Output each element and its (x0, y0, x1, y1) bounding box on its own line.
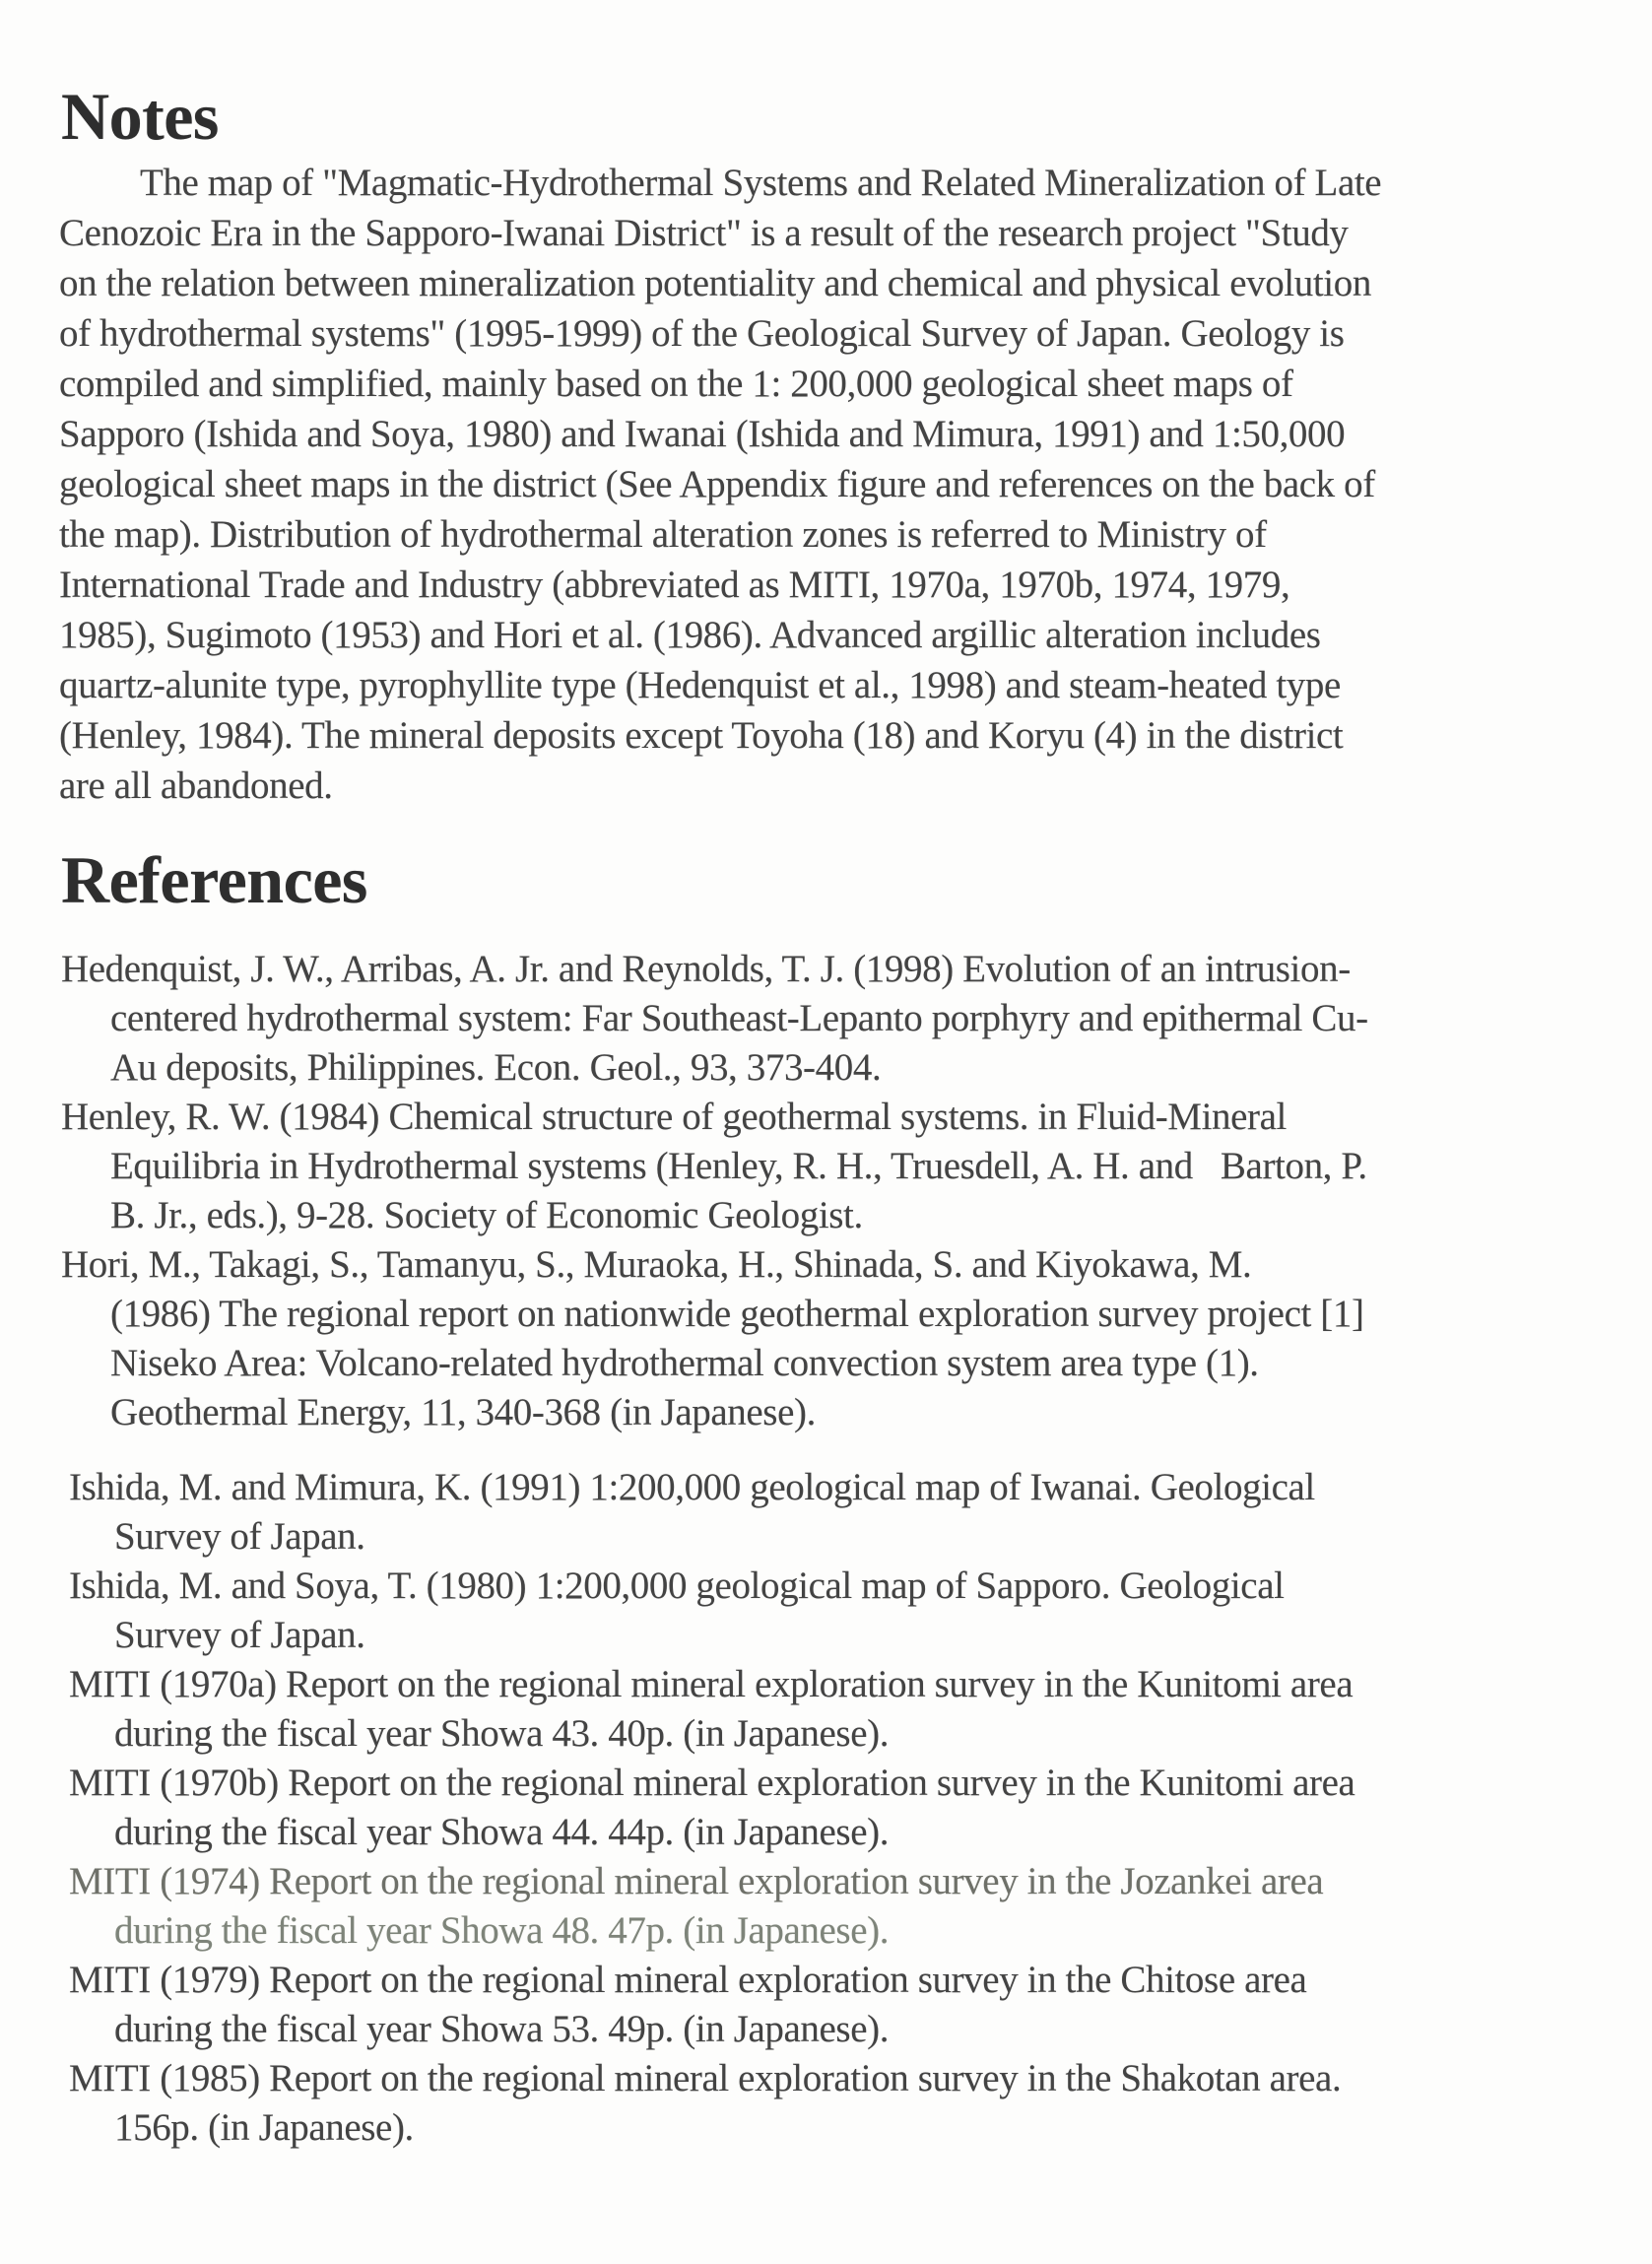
notes-paragraph-line: on the relation between mineralization potentiality and chemical and physical evolution (59, 262, 1371, 304)
reference-entry (61, 945, 1652, 1093)
reference-line: B. Jr., eds.), 9-28. Society of Economic Geologist. (110, 1194, 863, 1236)
references-heading: References (61, 842, 367, 917)
reference-entry (61, 2054, 1652, 2153)
notes-paragraph-line: geological sheet maps in the district (See Appendix figure and references on the back of (59, 463, 1375, 505)
notes-paragraph (59, 158, 1652, 811)
reference-line: Au deposits, Philippines. Econ. Geol., 93, 373-404. (110, 1046, 882, 1089)
reference-entry (61, 1240, 1652, 1437)
notes-heading: Notes (61, 79, 219, 154)
reference-entry (61, 1857, 1652, 1956)
notes-paragraph-line: International Trade and Industry (abbreviated as MITI, 1970a, 1970b, 1974, 1979, (59, 564, 1290, 606)
reference-entry (61, 1463, 1652, 1562)
reference-line: during the fiscal year Showa 53. 49p. (in Japanese). (114, 2008, 890, 2050)
reference-line: MITI (1985) Report on the regional mineral exploration survey in the Shakotan area. (69, 2057, 1342, 2099)
notes-paragraph-line: Sapporo (Ishida and Soya, 1980) and Iwanai (Ishida and Mimura, 1991) and 1:50,000 (59, 413, 1346, 455)
reference-line: Geothermal Energy, 11, 340-368 (in Japanese). (110, 1391, 816, 1433)
reference-entry (61, 1660, 1652, 1759)
reference-line: 156p. (in Japanese). (114, 2106, 414, 2149)
reference-line: during the fiscal year Showa 43. 40p. (in Japanese). (114, 1712, 890, 1755)
reference-line: Ishida, M. and Soya, T. (1980) 1:200,000 geological map of Sapporo. Geological (69, 1565, 1285, 1607)
notes-paragraph-line: of hydrothermal systems" (1995-1999) of the Geological Survey of Japan. Geology is (59, 312, 1345, 355)
reference-entry (61, 1759, 1652, 1857)
reference-entry (61, 1562, 1652, 1660)
reference-line: MITI (1970b) Report on the regional mineral exploration survey in the Kunitomi area (69, 1762, 1355, 1804)
reference-line: Ishida, M. and Mimura, K. (1991) 1:200,000 geological map of Iwanai. Geological (69, 1466, 1315, 1508)
reference-entry (61, 1093, 1652, 1240)
reference-line: Survey of Japan. (114, 1515, 365, 1558)
reference-line: (1986) The regional report on nationwide geothermal exploration survey project [1] (110, 1293, 1364, 1335)
reference-line: MITI (1970a) Report on the regional mineral exploration survey in the Kunitomi area (69, 1663, 1354, 1705)
notes-paragraph-line: are all abandoned. (59, 765, 333, 807)
reference-line: Hedenquist, J. W., Arribas, A. Jr. and Reynolds, T. J. (1998) Evolution of an intrusion- (61, 948, 1351, 990)
reference-line: MITI (1974) Report on the regional mineral exploration survey in the Jozankei area (69, 1860, 1324, 1902)
reference-line: centered hydrothermal system: Far Southeast-Lepanto porphyry and epithermal Cu- (110, 997, 1368, 1039)
reference-line: Survey of Japan. (114, 1614, 365, 1656)
notes-paragraph-line: (Henley, 1984). The mineral deposits except Toyoha (18) and Koryu (4) in the district (59, 714, 1344, 757)
notes-paragraph-line: compiled and simplified, mainly based on the 1: 200,000 geological sheet maps of (59, 363, 1293, 405)
reference-line: Equilibria in Hydrothermal systems (Henley, R. H., Truesdell, A. H. and Barton, P. (110, 1145, 1367, 1187)
notes-paragraph-line: the map). Distribution of hydrothermal alteration zones is referred to Ministry of (59, 513, 1267, 556)
reference-entry (61, 1956, 1652, 2054)
reference-line: MITI (1979) Report on the regional mineral exploration survey in the Chitose area (69, 1959, 1307, 2001)
reference-line: during the fiscal year Showa 44. 44p. (in Japanese). (114, 1811, 890, 1853)
reference-line: Niseko Area: Volcano-related hydrothermal convection system area type (1). (110, 1342, 1259, 1384)
reference-line: Henley, R. W. (1984) Chemical structure of geothermal systems. in Fluid-Mineral (61, 1096, 1287, 1138)
notes-paragraph-line: 1985), Sugimoto (1953) and Hori et al. (1986). Advanced argillic alteration includes (59, 614, 1321, 656)
notes-paragraph-line: Cenozoic Era in the Sapporo-Iwanai District" is a result of the research project "Study (59, 212, 1349, 254)
reference-line: during the fiscal year Showa 48. 47p. (in Japanese). (114, 1909, 890, 1952)
reference-line: Hori, M., Takagi, S., Tamanyu, S., Muraoka, H., Shinada, S. and Kiyokawa, M. (61, 1243, 1252, 1286)
notes-paragraph-line: quartz-alunite type, pyrophyllite type (Hedenquist et al., 1998) and steam-heated type (59, 664, 1341, 706)
references-list (61, 945, 1652, 2153)
notes-paragraph-line: The map of "Magmatic-Hydrothermal Systems and Related Mineralization of Late (140, 162, 1382, 204)
